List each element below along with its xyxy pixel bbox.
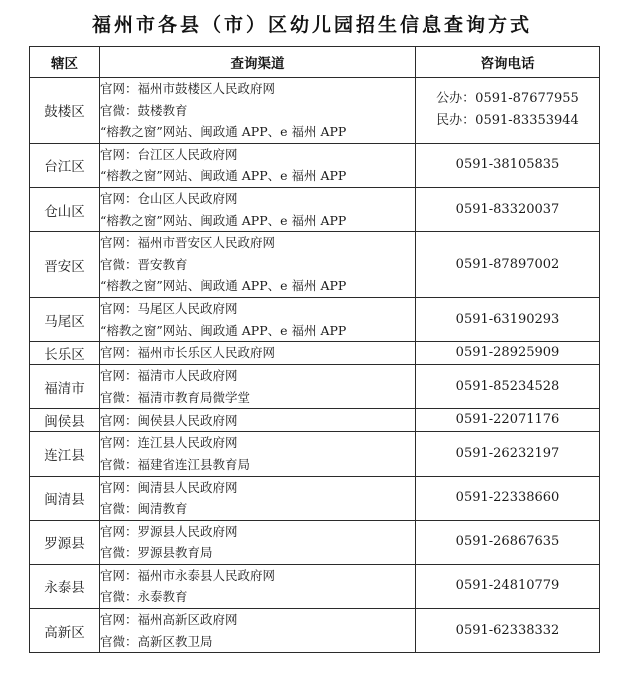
phone-cell	[416, 409, 600, 432]
phone-number: 0591-28925909	[455, 345, 560, 361]
district-cell: 台江区	[30, 143, 100, 187]
channels-cell	[100, 564, 416, 608]
district-cell: 晋安区	[30, 232, 100, 298]
channels-cell	[100, 432, 416, 476]
table-row	[30, 342, 600, 365]
channel-line: “榕教之窗”网站、闽政通 APP、e 福州 APP	[100, 168, 347, 184]
channel-line: 官微：福建省连江县教育局	[100, 456, 251, 472]
phone-cell	[416, 365, 600, 409]
district-cell: 马尾区	[30, 297, 100, 341]
channel-line: “榕教之窗”网站、闽政通 APP、e 福州 APP	[100, 212, 347, 228]
table-row	[30, 520, 600, 564]
table-row	[30, 143, 600, 187]
channel-line: “榕教之窗”网站、闽政通 APP、e 福州 APP	[100, 322, 347, 338]
table-row	[30, 432, 600, 476]
table-row	[30, 365, 600, 409]
channels-cell	[100, 365, 416, 409]
channels-cell	[100, 409, 416, 432]
table-row	[30, 476, 600, 520]
channels-cell	[100, 476, 416, 520]
channel-line: 官网：台江区人民政府网	[100, 146, 238, 162]
district-cell: 长乐区	[30, 342, 100, 365]
phone-cell	[416, 78, 600, 144]
district-cell: 连江县	[30, 432, 100, 476]
channel-line: 官微：高新区教卫局	[100, 633, 213, 649]
district-cell: 闽侯县	[30, 409, 100, 432]
district-cell: 鼓楼区	[30, 78, 100, 144]
channel-line: 官微：罗源县教育局	[100, 545, 213, 561]
channels-cell	[100, 342, 416, 365]
phone-cell	[416, 564, 600, 608]
channels-cell	[100, 232, 416, 298]
channels-cell	[100, 609, 416, 653]
channel-line: 官微：福清市教育局微学堂	[100, 389, 251, 405]
channels-cell	[100, 78, 416, 144]
channel-line: 官网：罗源县人民政府网	[100, 523, 238, 539]
phone-number: 0591-26867635	[455, 534, 560, 550]
kindergarten-info-table	[29, 46, 600, 653]
phone-number: 0591-63190293	[455, 311, 560, 327]
phone-number: 0591-83320037	[455, 201, 560, 217]
channel-line: 官网：闽侯县人民政府网	[100, 412, 238, 428]
channel-line: “榕教之窗”网站、闽政通 APP、e 福州 APP	[100, 124, 347, 140]
channels-cell	[100, 520, 416, 564]
channel-line: 官网：福州市晋安区人民政府网	[100, 235, 276, 251]
header-channels: 查询渠道	[100, 47, 416, 78]
phone-number: 0591-22338660	[455, 490, 560, 506]
phone-cell	[416, 520, 600, 564]
channel-line: 官微：闽清教育	[100, 501, 188, 517]
district-cell: 闽清县	[30, 476, 100, 520]
channel-line: 官微：鼓楼教育	[100, 102, 188, 118]
channel-line: 官网：马尾区人民政府网	[100, 300, 238, 316]
phone-cell	[416, 232, 600, 298]
header-district: 辖区	[30, 47, 100, 78]
phone-cell	[416, 342, 600, 365]
channel-line: 官网：福州市鼓楼区人民政府网	[100, 81, 276, 96]
phone-cell	[416, 187, 600, 231]
channel-line: 官网：福州高新区政府网	[100, 612, 238, 628]
table-row	[30, 409, 600, 432]
channels-cell	[100, 143, 416, 187]
table-row	[30, 609, 600, 653]
phone-number: 公办：0591-87677955	[436, 91, 579, 107]
phone-cell	[416, 476, 600, 520]
phone-number: 0591-62338332	[455, 622, 560, 638]
channel-line: 官微：晋安教育	[100, 256, 188, 272]
table-row	[30, 78, 600, 144]
table-header-row	[30, 47, 600, 78]
channel-line: 官网：仓山区人民政府网	[100, 190, 238, 206]
channel-line: 官网：福清市人民政府网	[100, 368, 238, 384]
phone-number: 0591-85234528	[455, 378, 560, 394]
district-cell: 仓山区	[30, 187, 100, 231]
table-row	[30, 297, 600, 341]
district-cell: 永泰县	[30, 564, 100, 608]
phone-cell	[416, 609, 600, 653]
channels-cell	[100, 187, 416, 231]
channel-line: 官微：永泰教育	[100, 589, 188, 605]
phone-number: 0591-38105835	[455, 157, 560, 173]
table-row	[30, 232, 600, 298]
district-cell: 罗源县	[30, 520, 100, 564]
channel-line: 官网：闽清县人民政府网	[100, 479, 238, 495]
table-body	[30, 78, 600, 653]
phone-number: 0591-87897002	[455, 256, 560, 272]
table-row	[30, 564, 600, 608]
phone-number: 0591-26232197	[455, 445, 560, 461]
phone-cell	[416, 432, 600, 476]
district-cell: 高新区	[30, 609, 100, 653]
page-title: 福州市各县（市）区幼儿园招生信息查询方式	[91, 14, 532, 36]
header-phone: 咨询电话	[416, 47, 600, 78]
phone-cell	[416, 143, 600, 187]
channel-line: 官网：福州市长乐区人民政府网	[100, 345, 276, 361]
district-cell: 福清市	[30, 365, 100, 409]
phone-number: 0591-24810779	[455, 578, 560, 594]
phone-number: 0591-22071176	[455, 412, 560, 428]
channels-cell	[100, 297, 416, 341]
channel-line: “榕教之窗”网站、闽政通 APP、e 福州 APP	[100, 278, 347, 294]
phone-cell	[416, 297, 600, 341]
channel-line: 官网：福州市永泰县人民政府网	[100, 567, 276, 583]
channel-line: 官网：连江县人民政府网	[100, 435, 238, 451]
table-row	[30, 187, 600, 231]
phone-number: 民办：0591-83353944	[436, 113, 579, 129]
